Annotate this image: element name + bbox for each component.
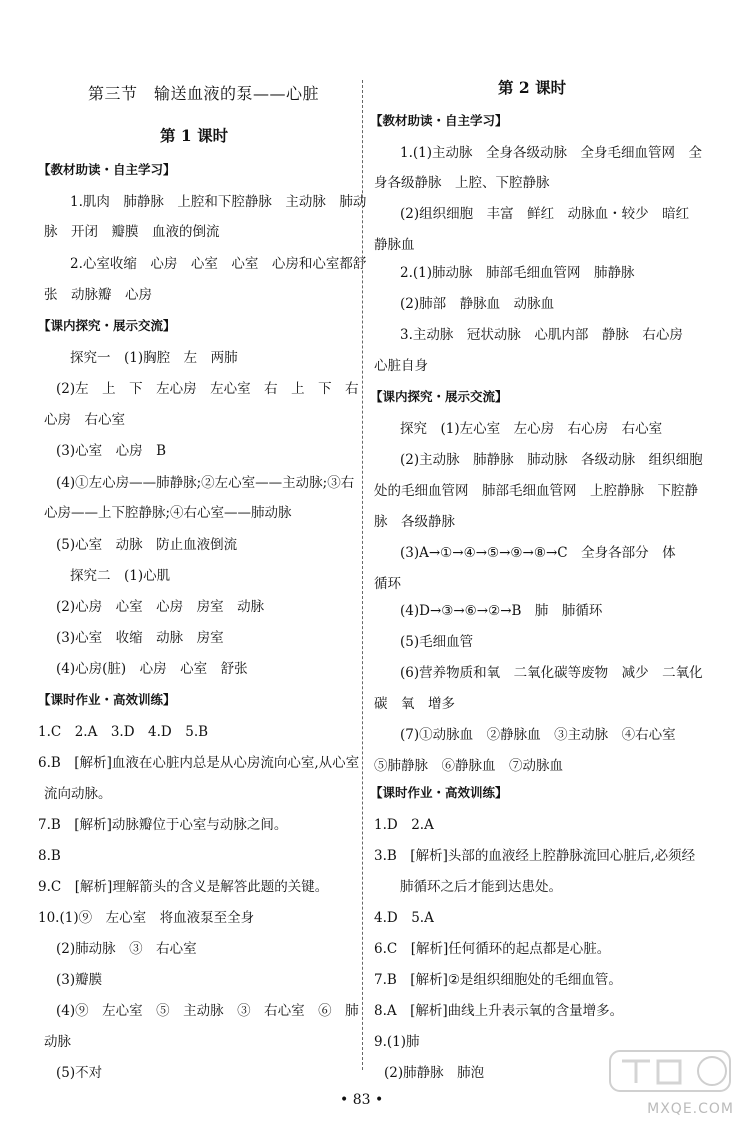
section-header-explore: 【课内探究・展示交流】	[370, 389, 508, 404]
answer-line: (3)瓣膜	[56, 972, 103, 988]
text-line: 身各级静脉 上腔、下腔静脉	[374, 175, 550, 191]
text-line: (4)①左心房——肺静脉;②左心室——主动脉;③右	[56, 475, 355, 491]
text-line: 脉 各级静脉	[374, 514, 455, 530]
column-divider	[362, 80, 363, 1070]
section-header-homework: 【课时作业・高效训练】	[370, 785, 508, 800]
answer-line: 6.B [解析]血液在心脏内总是从心房流向心室,从心室	[38, 755, 360, 771]
text-line: ⑤肺静脉 ⑥静脉血 ⑦动脉血	[374, 758, 563, 774]
answer-line: (5)不对	[56, 1065, 103, 1081]
answer-line: 肺循环之后才能到达患处。	[400, 879, 562, 895]
answer-line: 9.C [解析]理解箭头的含义是解答此题的关键。	[38, 879, 329, 895]
text-line: (6)营养物质和氧 二氧化碳等废物 减少 二氧化	[400, 665, 703, 681]
answer-line: 3.B [解析]头部的血液经上腔静脉流回心脏后,必须经	[374, 848, 696, 864]
text-line: (2)主动脉 肺静脉 肺动脉 各级动脉 组织细胞	[400, 452, 703, 468]
answer-line: 流向动脉。	[44, 786, 112, 802]
text-line: 心房——上下腔静脉;④右心室——肺动脉	[44, 505, 292, 521]
answer-line: 7.B [解析]②是组织细胞处的毛细血管。	[374, 972, 622, 988]
text-line: (2)肺部 静脉血 动脉血	[400, 296, 555, 312]
answer-line: 9.(1)肺	[374, 1034, 420, 1050]
text-line: 1.(1)主动脉 全身各级动脉 全身毛细血管网 全	[400, 145, 703, 161]
text-line: (3)A→①→④→⑤→⑨→⑧→C 全身各部分 体	[400, 545, 676, 561]
section-header-explore: 【课内探究・展示交流】	[38, 318, 176, 333]
text-line: 脉 开闭 瓣膜 血液的倒流	[44, 224, 220, 240]
text-line: (7)①动脉血 ②静脉血 ③主动脉 ④右心室	[400, 727, 676, 743]
page-number: • 83 •	[340, 1092, 384, 1108]
text-line: 探究一 (1)胸腔 左 两肺	[70, 350, 238, 366]
text-line: (5)心室 动脉 防止血液倒流	[56, 537, 238, 553]
lesson-1-heading: 第 1 课时	[160, 126, 229, 145]
text-line: (2)组织细胞 丰富 鲜红 动脉血・较少 暗红	[400, 206, 690, 222]
text-line: (3)心室 心房 B	[56, 443, 167, 459]
answer-line: 1.D 2.A	[374, 817, 434, 833]
text-line: 循环	[374, 576, 401, 592]
text-line: 1.肌肉 肺静脉 上腔和下腔静脉 主动脉 肺动	[70, 194, 367, 210]
text-line: 静脉血	[374, 237, 415, 253]
text-line: (5)毛细血管	[400, 634, 474, 650]
text-line: 碳 氧 增多	[374, 696, 455, 712]
text-line: (4)心房(脏) 心房 心室 舒张	[56, 661, 248, 677]
answer-line: 1.C 2.A 3.D 4.D 5.B	[38, 724, 209, 740]
text-line: (2)心房 心室 心房 房室 动脉	[56, 599, 265, 615]
text-line: 心房 右心室	[44, 412, 125, 428]
answer-line: 动脉	[44, 1034, 71, 1050]
text-line: 张 动脉瓣 心房	[44, 287, 152, 303]
text-line: (3)心室 收缩 动脉 房室	[56, 630, 224, 646]
section-header-self-study: 【教材助读・自主学习】	[38, 162, 176, 177]
text-line: 3.主动脉 冠状动脉 心肌内部 静脉 右心房	[400, 327, 683, 343]
section-title: 第三节 输送血液的泵——心脏	[88, 84, 320, 103]
answer-line: 4.D 5.A	[374, 910, 434, 926]
text-line: (4)D→③→⑥→②→B 肺 肺循环	[400, 603, 603, 619]
answer-line: 10.(1)⑨ 左心室 将血液泵至全身	[38, 910, 255, 926]
text-line: (2)左 上 下 左心房 左心室 右 上 下 右	[56, 381, 359, 397]
text-line: 探究二 (1)心肌	[70, 568, 171, 584]
text-line: 探究 (1)左心室 左心房 右心房 右心室	[400, 421, 663, 437]
text-line: 2.心室收缩 心房 心室 心室 心房和心室都舒	[70, 256, 367, 272]
answer-line: 8.A [解析]曲线上升表示氧的含量增多。	[374, 1003, 624, 1019]
answer-line: (2)肺动脉 ③ 右心室	[56, 941, 197, 957]
answer-line: 7.B [解析]动脉瓣位于心室与动脉之间。	[38, 817, 288, 833]
answer-line: (2)肺静脉 肺泡	[384, 1065, 485, 1081]
section-header-self-study: 【教材助读・自主学习】	[370, 113, 508, 128]
section-header-homework: 【课时作业・高效训练】	[38, 692, 176, 707]
answer-line: 8.B	[38, 848, 61, 864]
watermark-text: MXQE.COM	[647, 1101, 734, 1117]
text-line: 心脏自身	[374, 358, 428, 374]
text-line: 2.(1)肺动脉 肺部毛细血管网 肺静脉	[400, 265, 635, 281]
answer-line: (4)⑨ 左心室 ⑤ 主动脉 ③ 右心室 ⑥ 肺	[56, 1003, 359, 1019]
lesson-2-heading: 第 2 课时	[498, 78, 567, 97]
answer-line: 6.C [解析]任何循环的起点都是心脏。	[374, 941, 611, 957]
text-line: 处的毛细血管网 肺部毛细血管网 上腔静脉 下腔静	[374, 483, 698, 499]
